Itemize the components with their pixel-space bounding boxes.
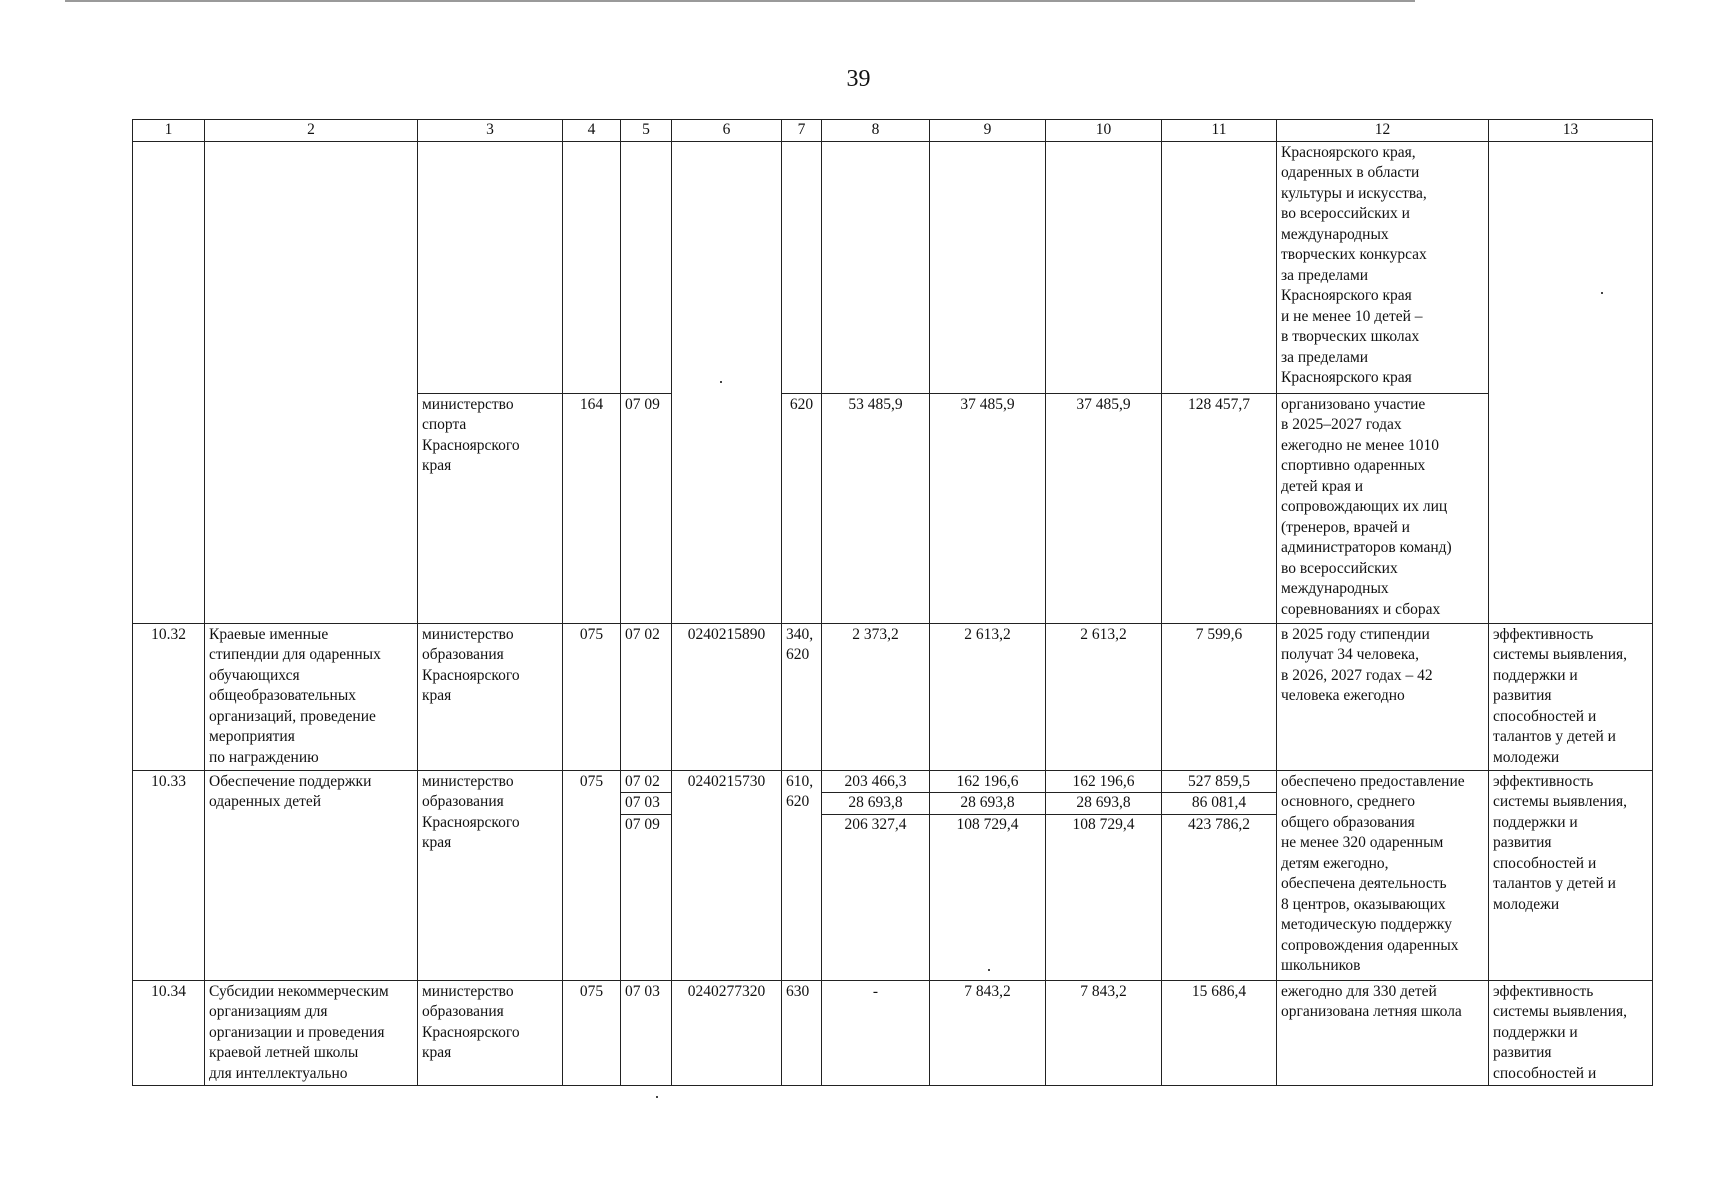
header-cell: 5 [621,120,672,142]
amount-line: 108 729,4 [1072,815,1135,833]
expected-result: ежегодно для 330 детей организована летняя школа [1277,981,1489,1086]
cell-empty [621,142,672,394]
amount-2027: 37 485,9 [1046,394,1162,624]
cell-empty [563,142,621,394]
section-code-line: 07 02 [621,772,671,793]
header-cell: 7 [782,120,822,142]
header-cell: 4 [563,120,621,142]
scan-speck [656,1096,658,1098]
indicator: эффективность системы выявления, поддержки и развития способностей и талантов у детей и молодежи [1489,624,1653,771]
header-cell: 12 [1277,120,1489,142]
amount-2025 [822,771,930,981]
section-code [621,624,672,771]
header-cell: 3 [418,120,563,142]
cell-empty [930,142,1046,394]
expense-type: 630 [782,981,822,1086]
amount-2026: 37 485,9 [930,394,1046,624]
cell-empty [418,142,563,394]
expected-result: организовано участие в 2025–2027 годах ежегодно не менее 1010 спортивно одаренных детей края и сопровождающих их лиц (тренеров, врачей и администраторов команд) во всероссийских международных соревнованиях и сборах [1277,394,1489,624]
measure-name: Краевые именные стипендии для одаренных обучающихся общеобразовательных организаций, проведение мероприятия по награждению [205,624,418,771]
amount-2027 [1046,624,1162,771]
amount-line: 2 373,2 [852,626,899,643]
cell-empty [672,142,782,624]
measure-name: Обеспечение поддержки одаренных детей [205,771,418,981]
expected-result: обеспечено предоставление основного, среднего общего образования не менее 320 одаренным детям ежегодно, обеспечена деятельность 8 центров, оказывающих методическую поддержку сопровождения одаренных школьников [1277,771,1489,981]
amount-2027 [1046,771,1162,981]
cell-empty [1046,142,1162,394]
amount-line: 2 613,2 [964,626,1011,643]
header-row [133,120,1653,142]
amount-line: 28 693,8 [1046,793,1161,814]
amount-line: 28 693,8 [822,793,929,814]
amount-2026 [930,624,1046,771]
amount-line: - [872,983,879,1000]
continued-row [133,142,1653,394]
executor: министерство образования Красноярского края [418,624,563,771]
section-code [621,981,672,1086]
cell-empty [133,142,205,624]
amount-total: 128 457,7 [1162,394,1277,624]
amount-line: 7 599,6 [1195,626,1243,643]
ministry-code: 164 [563,394,621,624]
row-number: 10.32 [133,624,205,771]
expense-type: 340, 620 [782,624,822,771]
header-cell: 2 [205,120,418,142]
header-cell: 8 [822,120,930,142]
cell-empty [822,142,930,394]
amount-total [1162,624,1277,771]
scan-speck [1601,292,1603,294]
section-code-line: 07 03 [625,983,660,1000]
measure-name: Субсидии некоммерческим организациям для организации и проведения краевой летней школы для интеллектуально [205,981,418,1086]
indicator: эффективность системы выявления, поддержки и развития способностей и [1489,981,1653,1086]
header-cell: 1 [133,120,205,142]
page-number: 39 [846,66,871,92]
ministry-code: 075 [563,981,621,1086]
cell-empty [205,142,418,624]
section-code-line: 07 02 [625,626,660,643]
amount-2026 [930,771,1046,981]
section-code: 07 09 [621,394,672,624]
expected-result: в 2025 году стипендии получат 34 человека, в 2026, 2027 годах – 42 человека ежегодно [1277,624,1489,771]
amount-total [1162,771,1277,981]
header-cell: 13 [1489,120,1653,142]
executor: министерство спорта Красноярского края [418,394,563,624]
budget-table [132,119,1653,1086]
header-cell: 9 [930,120,1046,142]
row-number: 10.33 [133,771,205,981]
amount-line: 2 613,2 [1080,626,1127,643]
section-code [621,771,672,981]
amount-line: 7 843,2 [964,983,1011,1000]
amount-2025 [822,624,930,771]
target-article: 0240215730 [672,771,782,981]
cell-empty [782,142,822,394]
top-edge-line [65,0,1415,2]
amount-2027 [1046,981,1162,1086]
table-row [133,624,1653,771]
amount-line: 28 693,8 [930,793,1045,814]
amount-2025: 53 485,9 [822,394,930,624]
ministry-code: 075 [563,624,621,771]
amount-line: 527 859,5 [1162,772,1276,793]
header-cell: 6 [672,120,782,142]
amount-line: 7 843,2 [1080,983,1127,1000]
row-number: 10.34 [133,981,205,1086]
amount-line: 206 327,4 [844,815,907,833]
cell-empty [1489,142,1653,624]
scan-speck [720,381,722,383]
ministry-code: 075 [563,771,621,981]
expense-type: 620 [782,394,822,624]
cell-empty [1162,142,1277,394]
amount-line: 108 729,4 [956,815,1019,833]
amount-line: 15 686,4 [1191,983,1247,1000]
table-row [133,771,1653,981]
amount-line: 162 196,6 [1046,772,1161,793]
amount-line: 162 196,6 [930,772,1045,793]
scan-speck [988,969,990,971]
amount-line: 203 466,3 [822,772,929,793]
amount-total [1162,981,1277,1086]
amount-line: 423 786,2 [1188,815,1250,833]
expense-type: 610, 620 [782,771,822,981]
section-code-line: 07 09 [625,815,660,833]
executor: министерство образования Красноярского края [418,771,563,981]
target-article: 0240215890 [672,624,782,771]
table-row [133,981,1653,1086]
amount-line: 86 081,4 [1162,793,1276,814]
target-article: 0240277320 [672,981,782,1086]
amount-2026 [930,981,1046,1086]
result-text: Красноярского края, одаренных в области культуры и искусства, во всероссийских и международных творческих конкурсах за пределами Красноярского края и не менее 10 детей – в творческих школах за пределами Красноярского края [1277,142,1489,394]
header-cell: 10 [1046,120,1162,142]
indicator: эффективность системы выявления, поддержки и развития способностей и талантов у детей и молодежи [1489,771,1653,981]
header-cell: 11 [1162,120,1277,142]
section-code-line: 07 03 [621,793,671,814]
amount-2025 [822,981,930,1086]
executor: министерство образования Красноярского края [418,981,563,1086]
